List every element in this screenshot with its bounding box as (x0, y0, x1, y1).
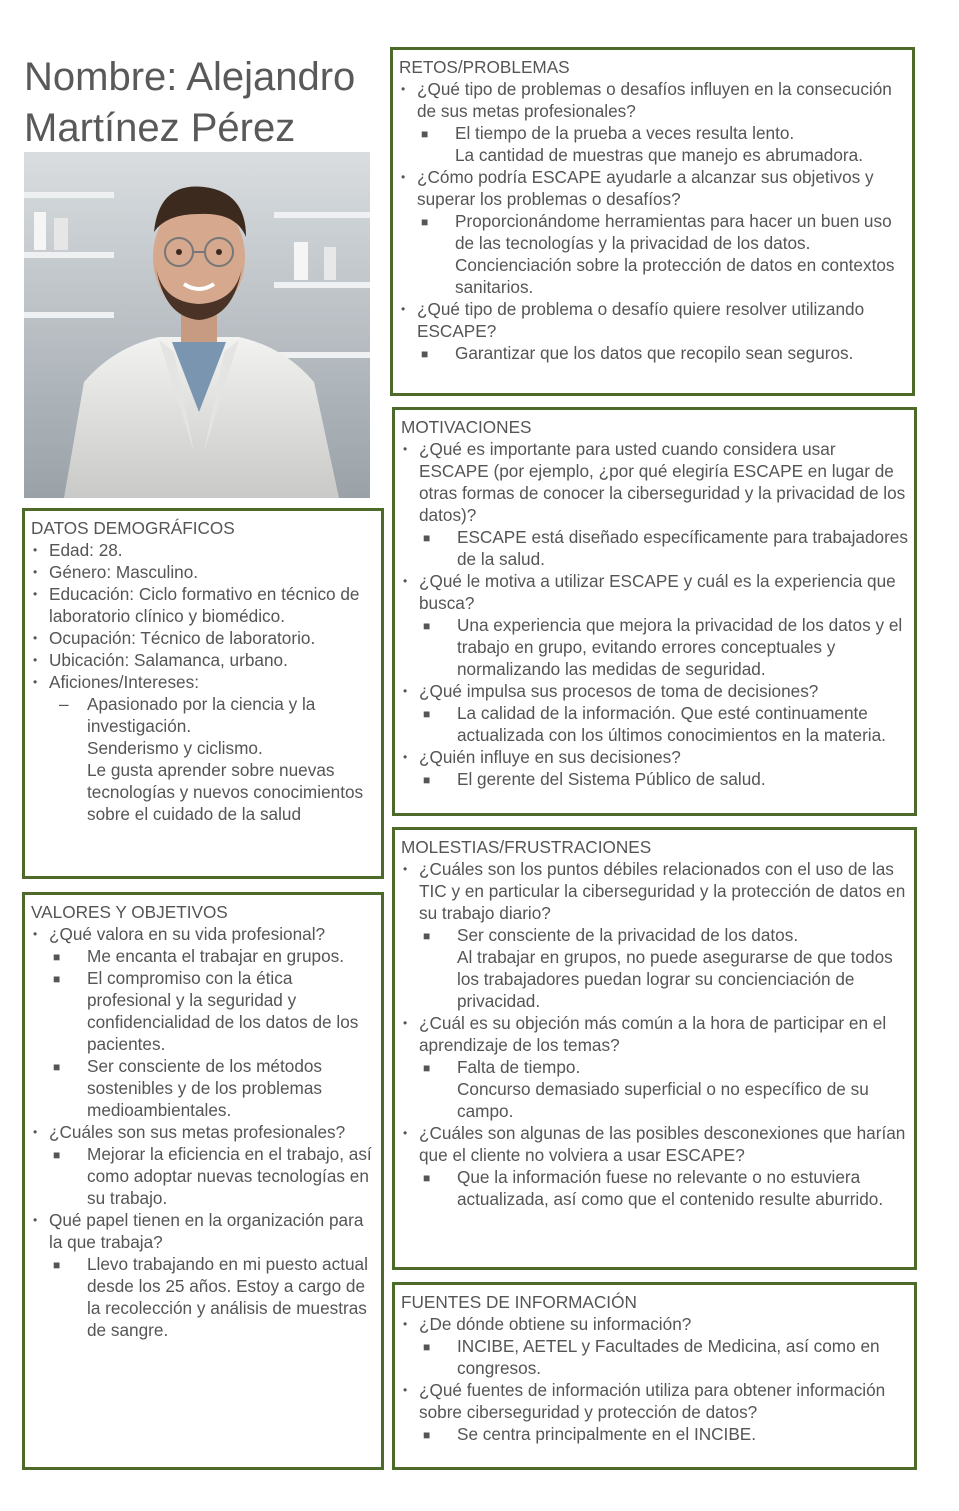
question: • ¿Cuáles son los puntos débiles relacionados con el uso de las TIC y en particular la ciberseguridad y la protección de datos en su trabajo diario? ■ Ser consciente de la privacidad de los datos. Al trabajar en grupos, no puede asegurarse de que todos los trabajadores puedan lograr su concienciación de privacidad. (401, 858, 908, 1012)
answer: ■ Se centra principalmente en el INCIBE. (421, 1423, 908, 1445)
demo-aficiones: • Aficiones/Intereses: – Apasionado por la ciencia y la investigación. Senderismo y ciclismo. Le gusta aprender sobre nuevas tecnologías y nuevos conocimientos sobre el cuidado de la salud (31, 671, 375, 825)
name-line-2: Martínez Pérez (24, 106, 296, 150)
demograficos-panel (22, 508, 384, 879)
question: • ¿Qué tipo de problemas o desafíos influyen en la consecución de sus metas profesionales? ■ El tiempo de la prueba a veces resulta lento. La cantidad de muestras que manejo es abrumadora. (399, 78, 906, 166)
answer: ■ Mejorar la eficiencia en el trabajo, así como adoptar nuevas tecnologías en su trabajo. (51, 1143, 375, 1209)
demograficos-title: DATOS DEMOGRÁFICOS (31, 518, 235, 538)
answer: ■ Llevo trabajando en mi puesto actual desde los 25 años. Estoy a cargo de la recolección y análisis de muestras de sangre. (51, 1253, 375, 1341)
question: • ¿Qué fuentes de información utiliza para obtener información sobre ciberseguridad y protección de datos? ■ Se centra principalmente en el INCIBE. (401, 1379, 908, 1445)
answer: ■ INCIBE, AETEL y Facultades de Medicina, así como en congresos. (421, 1335, 908, 1379)
demo-ocupacion: • Ocupación: Técnico de laboratorio. (31, 627, 375, 649)
answer: ■ El tiempo de la prueba a veces resulta lento. La cantidad de muestras que manejo es abrumadora. (419, 122, 906, 166)
aficiones-list: – Apasionado por la ciencia y la investigación. Senderismo y ciclismo. Le gusta aprender sobre nuevas tecnologías y nuevos conocimientos sobre el cuidado de la salud (49, 693, 375, 825)
question: • ¿Qué valora en su vida profesional? ■ Me encanta el trabajar en grupos. ■ El compromiso con la ética profesional y la seguridad y confidencialidad de los datos de los pacientes. ■ Ser consciente de los métodos sostenibles y de los problemas medioambientales. (31, 923, 375, 1121)
question: • ¿De dónde obtiene su información? ■ INCIBE, AETEL y Facultades de Medicina, así como en congresos. (401, 1313, 908, 1379)
question: • ¿Cómo podría ESCAPE ayudarle a alcanzar sus objetivos y superar los problemas o desafíos? ■ Proporcionándome herramientas para hacer un buen uso de las tecnologías y la privacidad de los datos. Concienciación sobre la protección de datos en contextos sanitarios. (399, 166, 906, 298)
valores-panel (22, 892, 384, 1470)
persona-name (24, 52, 384, 154)
answer: ■ El gerente del Sistema Público de salud. (421, 768, 908, 790)
answer: ■ Ser consciente de los métodos sostenibles y de los problemas medioambientales. (51, 1055, 375, 1121)
answer: ■ Garantizar que los datos que recopilo sean seguros. (419, 342, 906, 364)
demo-ubicacion: • Ubicación: Salamanca, urbano. (31, 649, 375, 671)
question: • ¿Cuáles son sus metas profesionales? ■ Mejorar la eficiencia en el trabajo, así como adoptar nuevas tecnologías en su trabajo. (31, 1121, 375, 1209)
answer: ■ Ser consciente de la privacidad de los datos. Al trabajar en grupos, no puede asegurarse de que todos los trabajadores puedan lograr su concienciación de privacidad. (421, 924, 908, 1012)
name-line-1: Nombre: Alejandro (24, 55, 356, 99)
question: • ¿Qué le motiva a utilizar ESCAPE y cuál es la experiencia que busca? ■ Una experiencia que mejora la privacidad de los datos y el trabajo en grupo, evitando errores conceptuales y normalizando las medidas de seguridad. (401, 570, 908, 680)
question: • ¿Cuál es su objeción más común a la hora de participar en el aprendizaje de los temas? ■ Falta de tiempo. Concurso demasiado superficial o no específico de su campo. (401, 1012, 908, 1122)
valores-title: VALORES Y OBJETIVOS (31, 902, 228, 922)
motivaciones-title: MOTIVACIONES (401, 417, 532, 437)
demo-genero: • Género: Masculino. (31, 561, 375, 583)
demo-edad: • Edad: 28. (31, 539, 375, 561)
persona-photo (24, 152, 370, 498)
question: • ¿Qué tipo de problema o desafío quiere resolver utilizando ESCAPE? ■ Garantizar que los datos que recopilo sean seguros. (399, 298, 906, 364)
question: • ¿Quién influye en sus decisiones? ■ El gerente del Sistema Público de salud. (401, 746, 908, 790)
question: • ¿Qué impulsa sus procesos de toma de decisiones? ■ La calidad de la información. Que esté continuamente actualizada con los últimos conocimientos en la materia. (401, 680, 908, 746)
fuentes-panel (392, 1282, 917, 1470)
answer: ■ La calidad de la información. Que esté continuamente actualizada con los últimos conocimientos en la materia. (421, 702, 908, 746)
answer: ■ Una experiencia que mejora la privacidad de los datos y el trabajo en grupo, evitando errores conceptuales y normalizando las medidas de seguridad. (421, 614, 908, 680)
retos-title: RETOS/PROBLEMAS (399, 57, 570, 77)
answer: ■ Que la información fuese no relevante o no estuviera actualizada, así como que el contenido resulte aburrido. (421, 1166, 908, 1210)
answer: ■ Falta de tiempo. Concurso demasiado superficial o no específico de su campo. (421, 1056, 908, 1122)
answer: ■ El compromiso con la ética profesional y la seguridad y confidencialidad de los datos de los pacientes. (51, 967, 375, 1055)
answer: ■ ESCAPE está diseñado específicamente para trabajadores de la salud. (421, 526, 908, 570)
retos-panel (390, 47, 915, 396)
question: • ¿Qué es importante para usted cuando considera usar ESCAPE (por ejemplo, ¿por qué elegiría ESCAPE en lugar de otras formas de conocer la ciberseguridad y la privacidad de los datos)? ■ ESCAPE está diseñado específicamente para trabajadores de la salud. (401, 438, 908, 570)
fuentes-title: FUENTES DE INFORMACIÓN (401, 1292, 637, 1312)
answer: ■ Me encanta el trabajar en grupos. (51, 945, 375, 967)
question: • ¿Cuáles son algunas de las posibles desconexiones que harían que el cliente no volviera a usar ESCAPE? ■ Que la información fuese no relevante o no estuviera actualizada, así como que el contenido resulte aburrido. (401, 1122, 908, 1210)
molestias-panel (392, 827, 917, 1270)
demo-educacion: • Educación: Ciclo formativo en técnico de laboratorio clínico y biomédico. (31, 583, 375, 627)
motivaciones-panel (392, 407, 917, 816)
question: • Qué papel tienen en la organización para la que trabaja? ■ Llevo trabajando en mi puesto actual desde los 25 años. Estoy a cargo de la recolección y análisis de muestras de sangre. (31, 1209, 375, 1341)
answer: ■ Proporcionándome herramientas para hacer un buen uso de las tecnologías y la privacidad de los datos. Concienciación sobre la protección de datos en contextos sanitarios. (419, 210, 906, 298)
molestias-title: MOLESTIAS/FRUSTRACIONES (401, 837, 652, 857)
